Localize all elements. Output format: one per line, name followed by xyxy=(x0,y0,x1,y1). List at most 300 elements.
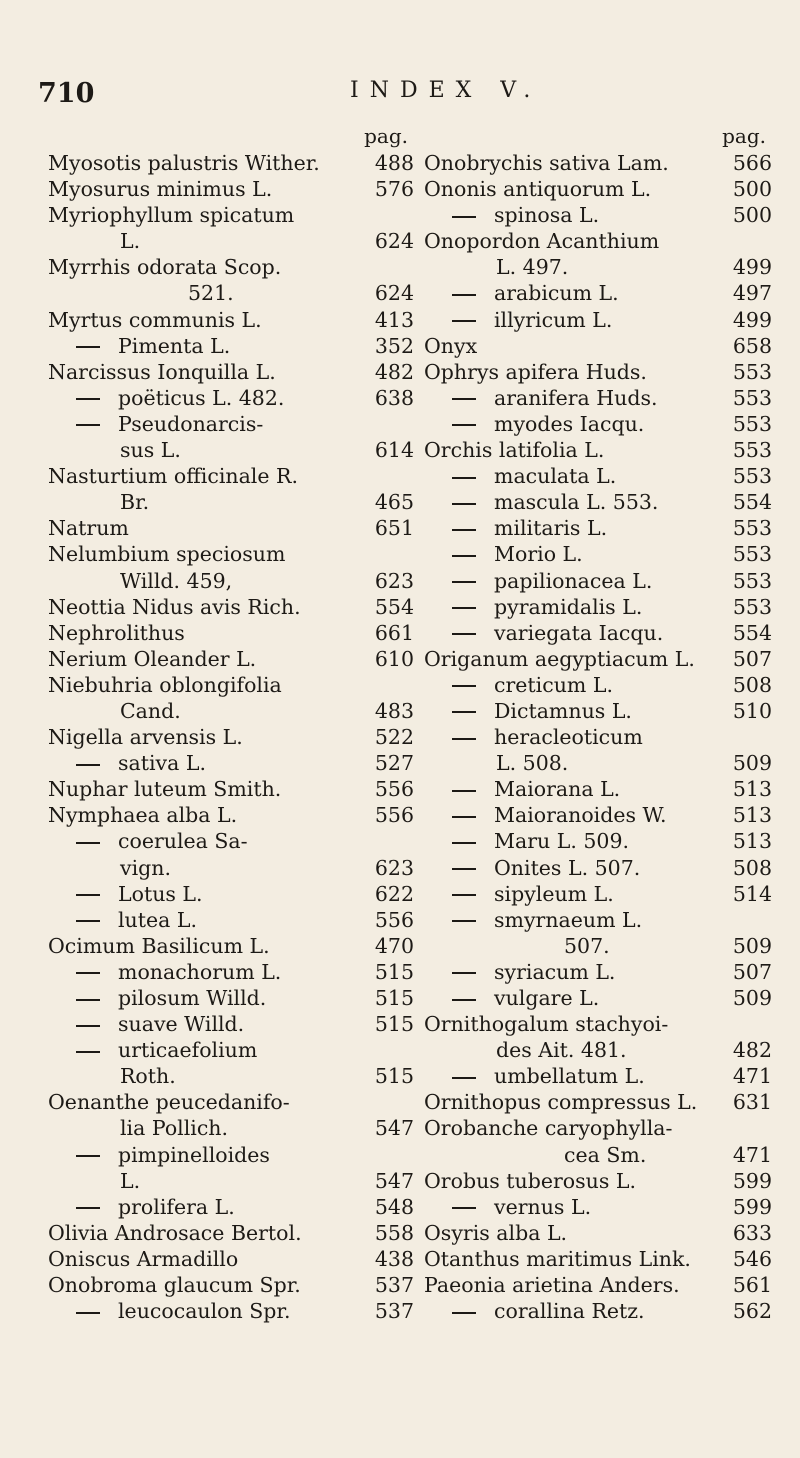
index-entry xyxy=(424,594,772,620)
index-entry xyxy=(48,855,414,881)
entry-term xyxy=(452,907,642,933)
entry-page: 553 xyxy=(732,594,772,619)
ditto-dash xyxy=(452,1207,476,1209)
entry-page: 553 xyxy=(732,464,772,489)
entry-term xyxy=(452,568,652,594)
entry-text: Ornithopus compressus L. xyxy=(424,1090,698,1115)
index-entry xyxy=(424,1115,772,1141)
entry-term xyxy=(48,802,237,828)
index-entry xyxy=(48,463,414,489)
entry-term xyxy=(424,228,659,254)
entry-term xyxy=(452,698,632,724)
entry-text: Orchis latifolia L. xyxy=(424,438,605,463)
entry-term xyxy=(564,1142,646,1168)
entry-text: vign. xyxy=(120,855,171,880)
entry-term xyxy=(452,724,643,750)
entry-page: 509 xyxy=(732,986,772,1010)
index-entry xyxy=(48,333,414,359)
entry-term xyxy=(120,437,181,463)
entry-page: 352 xyxy=(374,333,414,358)
index-entry xyxy=(424,437,772,463)
entry-page: 558 xyxy=(374,1220,414,1245)
ditto-dash xyxy=(452,738,476,740)
entry-term xyxy=(452,776,620,802)
entry-term xyxy=(48,515,129,541)
entry-term xyxy=(48,620,185,646)
ditto-dash xyxy=(452,398,476,400)
index-entry xyxy=(424,1220,772,1246)
index-entry xyxy=(48,1063,414,1089)
entry-page: 471 xyxy=(732,1142,772,1167)
entry-term xyxy=(48,594,301,620)
entry-term xyxy=(76,385,284,411)
entry-page: 508 xyxy=(732,672,772,697)
index-entry xyxy=(424,333,772,359)
entry-text: Oenanthe peucedanifo- xyxy=(48,1090,290,1115)
entry-term xyxy=(76,828,248,854)
entry-term xyxy=(496,750,568,776)
entry-text: Myrrhis odorata Scop. xyxy=(48,255,282,280)
entry-term xyxy=(424,437,604,463)
index-entry xyxy=(48,959,414,985)
entry-term xyxy=(452,202,599,228)
entry-text: Myosotis palustris Wither. xyxy=(48,151,320,175)
index-entry xyxy=(48,646,414,672)
index-entry xyxy=(424,985,772,1011)
entry-term xyxy=(76,881,203,907)
entry-page: 561 xyxy=(732,1273,772,1298)
entry-term xyxy=(48,1089,290,1115)
ditto-dash xyxy=(452,555,476,557)
index-entry xyxy=(48,985,414,1011)
entry-text: L. 508. xyxy=(496,751,569,776)
entry-term xyxy=(48,933,270,959)
entry-text: Ocimum Basilicum L. xyxy=(48,933,270,958)
entry-text: Paeonia arietina Anders. xyxy=(424,1273,680,1298)
index-entry xyxy=(424,515,772,541)
entry-term xyxy=(424,333,477,359)
entry-page: 633 xyxy=(732,1220,772,1245)
entry-page: 624 xyxy=(374,281,414,306)
index-entry xyxy=(424,672,772,698)
entry-page: 513 xyxy=(732,829,772,854)
entry-term xyxy=(48,254,281,280)
entry-term xyxy=(48,646,256,672)
index-entry xyxy=(424,307,772,333)
index-entry xyxy=(424,1168,772,1194)
ditto-dash xyxy=(76,424,100,426)
entry-text: Narcissus Ionquilla L. xyxy=(48,359,276,384)
index-entry xyxy=(48,1168,414,1194)
index-entry xyxy=(48,228,414,254)
entry-term xyxy=(424,1011,668,1037)
ditto-dash xyxy=(452,685,476,687)
index-entry xyxy=(424,411,772,437)
index-entry xyxy=(48,1246,414,1272)
index-entry xyxy=(424,150,772,176)
entry-text: Myosurus minimus L. xyxy=(48,177,273,202)
entry-page: 547 xyxy=(374,1168,414,1193)
index-entry xyxy=(424,489,772,515)
ditto-dash xyxy=(452,529,476,531)
index-entry xyxy=(48,411,414,437)
entry-page: 553 xyxy=(732,516,772,541)
entry-page: 483 xyxy=(374,698,414,723)
entry-page: 576 xyxy=(374,177,414,202)
ditto-dash xyxy=(452,424,476,426)
index-entry xyxy=(424,959,772,985)
index-entry xyxy=(48,202,414,228)
entry-text: Ornithogalum stachyoi- xyxy=(424,1012,669,1037)
entry-text: vulgare L. xyxy=(494,986,600,1010)
index-entry xyxy=(424,620,772,646)
entry-text: Willd. 459, xyxy=(120,568,233,593)
entry-term xyxy=(48,1220,302,1246)
entry-page: 537 xyxy=(374,1273,414,1298)
entry-page: 527 xyxy=(374,751,414,776)
entry-page: 438 xyxy=(374,1246,414,1271)
entry-term xyxy=(452,411,644,437)
entry-text: Otanthus maritimus Link. xyxy=(424,1246,691,1271)
entry-page: 507 xyxy=(732,959,772,984)
entry-text: coerulea Sa- xyxy=(118,829,248,854)
ditto-dash xyxy=(452,1077,476,1079)
index-entry xyxy=(48,620,414,646)
index-entry xyxy=(48,437,414,463)
entry-term xyxy=(76,1298,290,1324)
entry-text: Lotus L. xyxy=(118,881,203,906)
entry-term xyxy=(76,333,230,359)
entry-page: 622 xyxy=(374,881,414,906)
entry-text: leucocaulon Spr. xyxy=(118,1299,291,1324)
entry-page: 623 xyxy=(374,855,414,880)
index-entry xyxy=(48,150,414,176)
entry-page: 556 xyxy=(374,907,414,932)
index-entry xyxy=(48,1272,414,1298)
entry-page: 515 xyxy=(374,959,414,984)
entry-text: Nephrolithus xyxy=(48,620,185,645)
entry-term xyxy=(76,750,206,776)
entry-term xyxy=(452,855,640,881)
entry-page: 566 xyxy=(732,151,772,175)
entry-page: 556 xyxy=(374,777,414,802)
entry-text: L. xyxy=(120,229,141,254)
index-entry xyxy=(48,594,414,620)
entry-page: 554 xyxy=(374,594,414,619)
ditto-dash xyxy=(76,346,100,348)
index-entry xyxy=(48,515,414,541)
entry-text: Nuphar luteum Smith. xyxy=(48,777,282,802)
index-entry xyxy=(48,280,414,306)
index-entry xyxy=(48,385,414,411)
entry-page: 614 xyxy=(374,438,414,463)
entry-page: 562 xyxy=(732,1299,772,1324)
entry-term xyxy=(452,828,629,854)
entry-text: suave Willd. xyxy=(118,1012,245,1037)
ditto-dash xyxy=(452,894,476,896)
index-entry xyxy=(48,1089,414,1115)
index-entry xyxy=(48,359,414,385)
entry-term xyxy=(424,150,669,176)
entry-term xyxy=(452,489,658,515)
entry-text: Dictamnus L. xyxy=(494,698,632,723)
ditto-dash xyxy=(76,1312,100,1314)
entry-term xyxy=(48,1272,301,1298)
entry-text: lia Pollich. xyxy=(120,1116,229,1141)
entry-text: Cand. xyxy=(120,698,181,723)
entry-text: vernus L. xyxy=(494,1194,592,1219)
index-entry xyxy=(424,202,772,228)
entry-term xyxy=(120,568,232,594)
index-entry xyxy=(424,176,772,202)
entry-term xyxy=(188,280,234,306)
entry-text: creticum L. xyxy=(494,672,613,697)
entry-text: Roth. xyxy=(120,1064,176,1089)
entry-text: Osyris alba L. xyxy=(424,1220,568,1245)
entry-page: 638 xyxy=(374,385,414,410)
entry-page: 515 xyxy=(374,986,414,1010)
index-entry xyxy=(424,1298,772,1324)
entry-text: sipyleum L. xyxy=(494,881,614,906)
ditto-dash xyxy=(76,398,100,400)
entry-text: L. xyxy=(120,1168,141,1193)
entry-page: 631 xyxy=(732,1090,772,1115)
entry-page: 553 xyxy=(732,359,772,384)
entry-text: variegata Iacqu. xyxy=(494,620,664,645)
index-entry xyxy=(424,881,772,907)
entry-text: Myrtus communis L. xyxy=(48,307,262,332)
entry-term xyxy=(452,1194,591,1220)
entry-term xyxy=(452,1298,645,1324)
entry-term xyxy=(120,489,149,515)
ditto-dash xyxy=(452,216,476,218)
entry-page: 556 xyxy=(374,803,414,828)
index-entry xyxy=(424,254,772,280)
entry-page: 513 xyxy=(732,803,772,828)
ditto-dash xyxy=(452,816,476,818)
index-entry xyxy=(424,933,772,959)
entry-term xyxy=(76,411,263,437)
entry-page: 553 xyxy=(732,438,772,463)
index-entry xyxy=(424,646,772,672)
entry-page: 513 xyxy=(732,777,772,802)
entry-text: Pseudonarcis- xyxy=(118,411,264,436)
entry-term xyxy=(120,855,171,881)
index-entry xyxy=(424,1089,772,1115)
entry-term xyxy=(120,1168,140,1194)
ditto-dash xyxy=(452,320,476,322)
entry-text: aranifera Huds. xyxy=(494,385,658,410)
index-entry xyxy=(48,776,414,802)
entry-text: Nelumbium speciosum xyxy=(48,542,286,567)
ditto-dash xyxy=(452,920,476,922)
index-entry xyxy=(48,672,414,698)
entry-page: 553 xyxy=(732,411,772,436)
entry-term xyxy=(76,1037,257,1063)
entry-text: Onobrychis sativa Lam. xyxy=(424,151,669,175)
entry-page: 497 xyxy=(732,281,772,306)
entry-text: Oniscus Armadillo xyxy=(48,1246,239,1271)
entry-page: 624 xyxy=(374,229,414,254)
entry-text: Maru L. 509. xyxy=(494,829,630,854)
ditto-dash xyxy=(76,1207,100,1209)
entry-page: 510 xyxy=(732,698,772,723)
entry-page: 471 xyxy=(732,1064,772,1089)
page-header xyxy=(0,78,800,112)
entry-term xyxy=(564,933,610,959)
entry-term xyxy=(452,802,667,828)
index-entry xyxy=(424,385,772,411)
entry-text: maculata L. xyxy=(494,464,617,489)
entry-term xyxy=(452,385,658,411)
entry-term xyxy=(452,541,583,567)
entry-term xyxy=(48,463,298,489)
index-entry xyxy=(424,541,772,567)
entry-term xyxy=(76,1194,235,1220)
entry-text: Pimenta L. xyxy=(118,333,231,358)
entry-page: 547 xyxy=(374,1116,414,1141)
entry-text: Orobanche caryophylla- xyxy=(424,1116,673,1141)
entry-text: poëticus L. 482. xyxy=(118,385,285,410)
index-entry xyxy=(48,489,414,515)
index-column-right xyxy=(424,122,772,1324)
index-entry xyxy=(424,828,772,854)
entry-term xyxy=(76,1011,244,1037)
entry-text: Orobus tuberosus L. xyxy=(424,1168,637,1193)
entry-page: 499 xyxy=(732,307,772,332)
entry-text: Nymphaea alba L. xyxy=(48,803,238,828)
index-entry xyxy=(424,280,772,306)
entry-text: Myriophyllum spicatum xyxy=(48,203,295,228)
ditto-dash xyxy=(452,999,476,1001)
index-entry xyxy=(48,307,414,333)
entry-page: 515 xyxy=(374,1064,414,1089)
column-page-label: pag. xyxy=(722,124,766,148)
entry-text: Nerium Oleander L. xyxy=(48,646,257,671)
entry-text: prolifera L. xyxy=(118,1194,235,1219)
entry-term xyxy=(424,1089,697,1115)
entry-term xyxy=(424,1115,672,1141)
entry-page: 488 xyxy=(374,151,414,175)
ditto-dash xyxy=(452,633,476,635)
entry-term xyxy=(48,1246,238,1272)
ditto-dash xyxy=(452,868,476,870)
entry-term xyxy=(48,176,272,202)
entry-text: 507. xyxy=(564,933,610,958)
entry-text: arabicum L. xyxy=(494,281,619,306)
entry-text: pilosum Willd. xyxy=(118,986,267,1010)
entry-page: 499 xyxy=(732,255,772,280)
entry-page: 537 xyxy=(374,1299,414,1324)
entry-page: 546 xyxy=(732,1246,772,1271)
entry-term xyxy=(452,959,615,985)
entry-text: corallina Retz. xyxy=(494,1299,645,1324)
ditto-dash xyxy=(452,477,476,479)
entry-page: 508 xyxy=(732,855,772,880)
entry-term xyxy=(48,202,294,228)
entry-term xyxy=(48,359,276,385)
index-entry xyxy=(48,933,414,959)
entry-text: mascula L. 553. xyxy=(494,490,659,515)
index-entry xyxy=(424,1063,772,1089)
entry-term xyxy=(120,228,140,254)
entry-page: 465 xyxy=(374,490,414,515)
entry-term xyxy=(452,1063,645,1089)
index-entry xyxy=(48,802,414,828)
entry-term xyxy=(120,1063,176,1089)
entry-page: 514 xyxy=(732,881,772,906)
entry-term xyxy=(48,672,282,698)
entry-page: 553 xyxy=(732,568,772,593)
entry-term xyxy=(48,724,243,750)
index-entry xyxy=(424,750,772,776)
index-entry xyxy=(424,724,772,750)
entry-page: 500 xyxy=(732,203,772,228)
index-entry xyxy=(424,1142,772,1168)
entry-term xyxy=(424,359,647,385)
entry-text: L. 497. xyxy=(496,255,569,280)
ditto-dash xyxy=(76,894,100,896)
ditto-dash xyxy=(452,581,476,583)
entry-term xyxy=(76,959,281,985)
ditto-dash xyxy=(452,607,476,609)
entry-page: 548 xyxy=(374,1194,414,1219)
entry-page: 553 xyxy=(732,385,772,410)
entry-page: 515 xyxy=(374,1012,414,1037)
entry-term xyxy=(452,280,619,306)
entry-term xyxy=(76,985,266,1011)
entry-term xyxy=(424,646,695,672)
index-entry xyxy=(424,907,772,933)
index-entry xyxy=(48,568,414,594)
entry-page: 554 xyxy=(732,490,772,515)
index-entry xyxy=(48,828,414,854)
entry-text: Maiorana L. xyxy=(494,777,621,802)
entry-text: syriacum L. xyxy=(494,959,616,984)
entry-term xyxy=(76,1142,270,1168)
entry-term xyxy=(424,1168,636,1194)
index-entry xyxy=(48,1142,414,1168)
entry-term xyxy=(452,594,642,620)
entry-text: urticaefolium xyxy=(118,1038,258,1063)
entry-text: Neottia Nidus avis Rich. xyxy=(48,594,301,619)
ditto-dash xyxy=(76,842,100,844)
entry-text: Origanum aegyptiacum L. xyxy=(424,646,695,671)
entry-page: 623 xyxy=(374,568,414,593)
index-entry xyxy=(424,1037,772,1063)
entry-term xyxy=(452,985,599,1011)
index-entry xyxy=(48,698,414,724)
entry-text: sativa L. xyxy=(118,751,206,776)
running-title: INDEX V. xyxy=(350,78,542,103)
entry-page: 413 xyxy=(374,307,414,332)
entry-text: sus L. xyxy=(120,438,181,463)
entry-term xyxy=(48,541,285,567)
entry-page: 509 xyxy=(732,933,772,958)
index-entry xyxy=(424,228,772,254)
ditto-dash xyxy=(76,764,100,766)
index-entry xyxy=(424,776,772,802)
index-entry xyxy=(424,463,772,489)
index-entry xyxy=(48,1115,414,1141)
entry-text: Onyx xyxy=(424,333,478,358)
ditto-dash xyxy=(452,972,476,974)
ditto-dash xyxy=(452,790,476,792)
entry-text: Ononis antiquorum L. xyxy=(424,177,652,202)
index-entry xyxy=(424,1011,772,1037)
entry-term xyxy=(424,1220,567,1246)
column-page-label: pag. xyxy=(364,124,408,148)
